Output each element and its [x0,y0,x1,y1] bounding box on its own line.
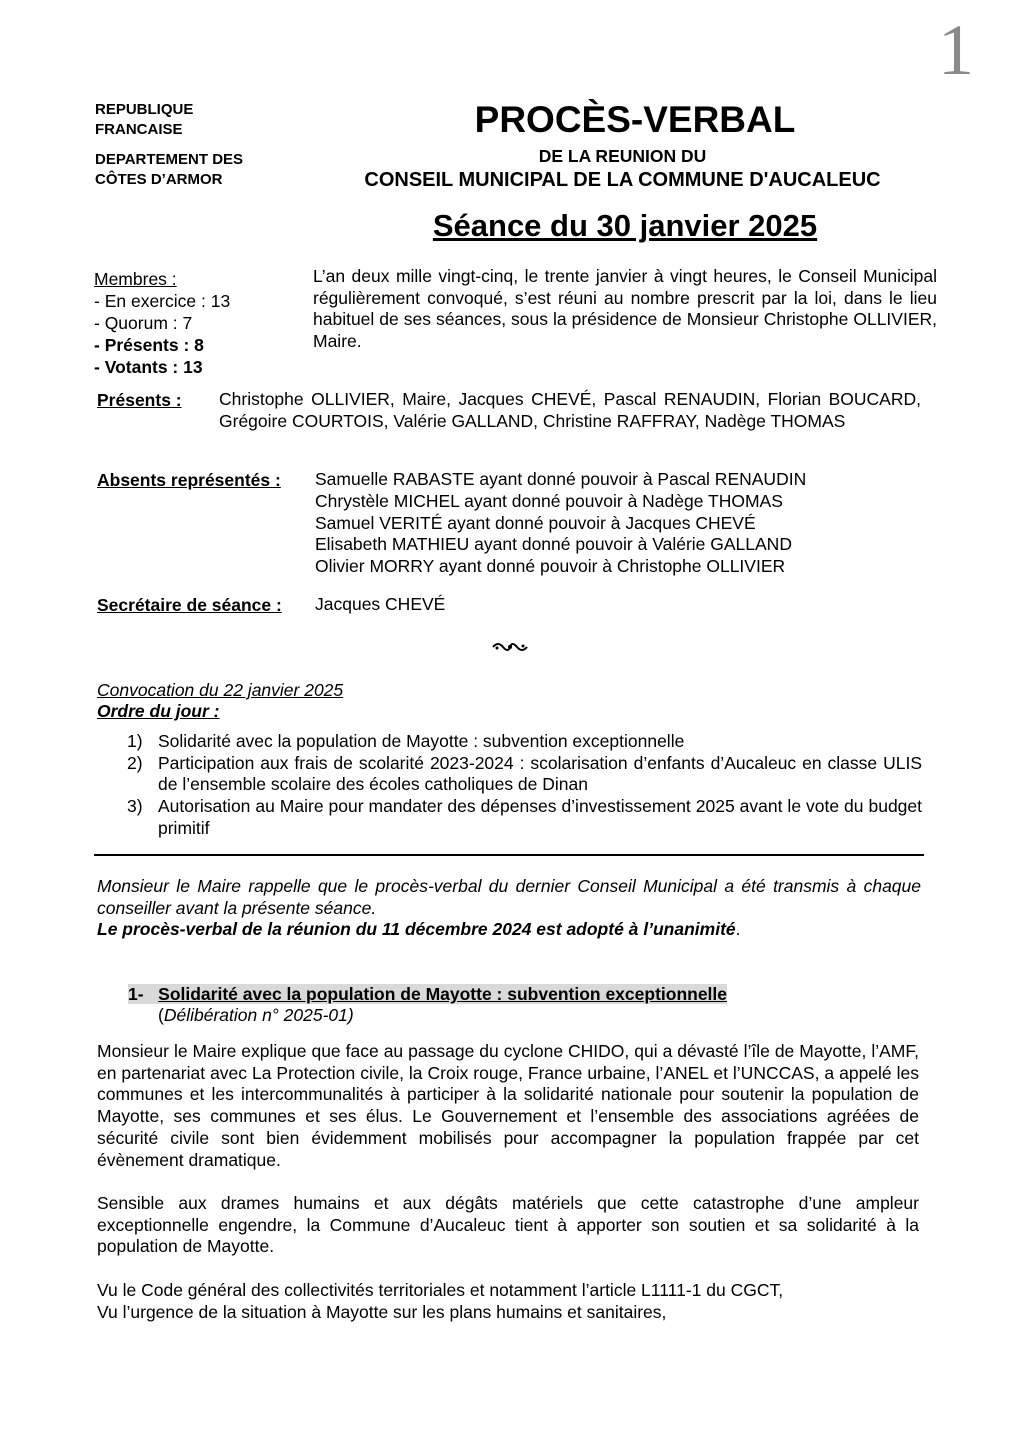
ordre-du-jour-label: Ordre du jour : [97,701,220,721]
presents-list: Christophe OLLIVIER, Maire, Jacques CHEVÉ, Pascal RENAUDIN, Florian BOUCARD, Grégoire COURTOIS, Valérie GALLAND, Christine RAFFRAY, Nadège THOMAS [219,389,921,431]
document-subtitle: DE LA REUNION DU [538,146,707,166]
section-title: Solidarité avec la population de Mayotte : subvention exceptionnelle [158,984,728,1004]
seance-date-text: Séance du 30 janvier 2025 [432,208,818,243]
agenda-item-number: 2) [127,752,143,773]
deliberation-open: ( [158,1005,164,1025]
header-left-line: FRANCAISE [95,121,183,138]
seance-date [310,206,940,246]
members-en-exercice: - En exercice : 13 [94,291,231,311]
absent-line: Samuelle RABASTE ayant donné pouvoir à Pascal RENAUDIN [315,469,807,489]
absent-line: Elisabeth MATHIEU ayant donné pouvoir à Valérie GALLAND [315,534,792,555]
page-number: 1 [938,10,974,90]
header-left-line: CÔTES D’ARMOR [95,171,223,188]
section-paragraph-1: Monsieur le Maire explique que face au passage du cyclone CHIDO, qui a dévasté l’île de Mayotte, l’AMF, en partenariat avec La Protection civile, la Croix rouge, France urbaine, l’ANEL et l’UNCCAS, a appelé les communes et les intercommunalités à participer à la solidarité nationale pour soutenir la population de Mayotte, ses communes et ses élus. Le Gouvernement et l’ensemble des associations agréées de sécurité civile sont bien évidemment mobilisés pour accompagner la population frappée par cet évènement dramatique. [97,1041,919,1170]
recall-text: Monsieur le Maire rappelle que le procès-verbal du dernier Conseil Municipal a été transmis à chaque conseiller avant la présente séance. [97,876,921,918]
section-number [128,984,158,1004]
vu-clauses [97,1280,919,1323]
agenda-item-number: 3) [127,796,143,817]
agenda-item-text: Participation aux frais de scolarité 2023-2024 : scolarisation d’enfants d’Aucaleuc en classe ULIS de l’ensemble scolaire des écoles catholiques de Dinan [158,752,922,795]
document-subtitle-council: CONSEIL MUNICIPAL DE LA COMMUNE D'AUCALEUC [364,169,881,191]
document-title: PROCÈS-VERBAL [474,99,796,140]
members-votants: - Votants : 13 [94,357,203,377]
recall-adopted: Le procès-verbal de la réunion du 11 décembre 2024 est adopté à l’unanimité [97,919,736,940]
recall-adopted-end: . [735,919,741,940]
horizontal-divider [94,854,924,856]
header-left-line: REPUBLIQUE [95,101,194,118]
deliberation-ref [158,1005,354,1026]
absents-label: Absents représentés : [97,470,281,490]
secretaire-name: Jacques CHEVÉ [315,594,446,614]
agenda-list [119,731,922,840]
convocation-block [97,680,343,722]
presents-label: Présents : [97,390,182,410]
intro-paragraph: L’an deux mille vingt-cinq, le trente janvier à vingt heures, le Conseil Municipal régulièrement convoqué, s’est réuni au nombre prescrit par la loi, dans le lieu habituel de ses séances, sous la présidence de Monsieur Christophe OLLIVIER, Maire. [313,266,937,352]
absents-list [315,469,806,578]
republique-francaise [95,100,193,140]
members-block [94,268,230,378]
absent-line: Chrystèle MICHEL ayant donné pouvoir à Nadège THOMAS [315,490,783,511]
absent-line: Olivier MORRY ayant donné pouvoir à Christophe OLLIVIER [315,556,786,577]
recall-paragraph [97,876,921,941]
agenda-item [119,731,922,753]
section-heading [128,984,727,1005]
agenda-item-text: Autorisation au Maire pour mandater des dépenses d’investissement 2025 avant le vote du budget primitif [158,796,922,838]
members-quorum: - Quorum : 7 [94,313,193,333]
agenda-item-number: 1) [127,731,143,751]
header-left-line: DEPARTEMENT DES [95,151,244,168]
agenda-item [119,796,922,839]
secretaire-label: Secrétaire de séance : [97,595,282,615]
agenda-item-text: Solidarité avec la population de Mayotte : subvention exceptionnelle [158,731,685,751]
departement [95,150,243,190]
convocation-date: Convocation du 22 janvier 2025 [97,680,344,700]
members-label: Membres : [94,269,177,289]
members-presents: - Présents : 8 [94,335,204,355]
vu-clause: Vu l’urgence de la situation à Mayotte sur les plans humains et sanitaires, [97,1301,667,1322]
section-paragraph-2: Sensible aux drames humains et aux dégâts matériels que cette catastrophe d’une ampleur exceptionnelle engendre, la Commune d’Aucaleuc tient à apporter son soutien et sa solidarité à la population de Mayotte. [97,1193,919,1257]
agenda-item [119,753,922,796]
absent-line: Samuel VERITÉ ayant donné pouvoir à Jacques CHEVÉ [315,512,756,533]
deliberation-number: Délibération n° 2025-01) [163,1005,354,1025]
section-number-text: 1- [128,984,144,1004]
ornament-divider-icon [490,637,530,657]
vu-clause: Vu le Code général des collectivités territoriales et notamment l’article L1111-1 du CGCT, [97,1280,784,1300]
